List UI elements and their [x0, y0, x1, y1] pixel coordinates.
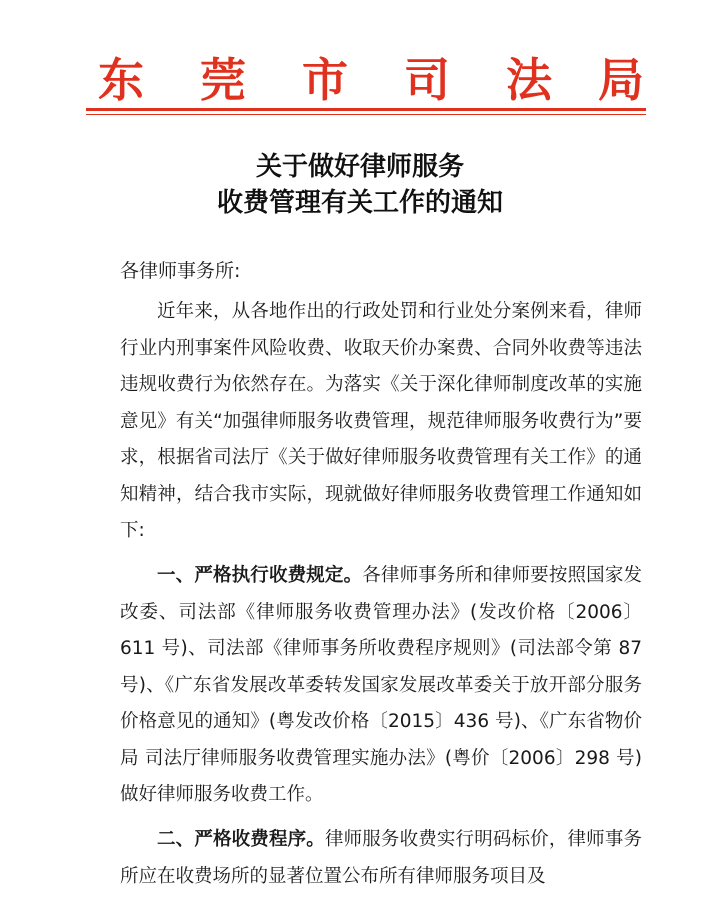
letterhead-char: 司: [404, 53, 450, 107]
letterhead-char: 局: [598, 53, 644, 107]
section-2-body: 律师服务收费实行明码标价，律师事务所应在收费场所的显著位置公布所有律师服务项目及: [120, 829, 642, 887]
document-title-line1: 关于做好律师服务: [255, 152, 464, 182]
paragraph-section-2: [120, 822, 642, 895]
letterhead-char: 莞: [200, 53, 246, 107]
letterhead-char: 东: [98, 53, 144, 107]
letterhead-rule-thick: [86, 108, 646, 111]
paragraph-section-1: [120, 558, 642, 814]
document-title-line2: 收费管理有关工作的通知: [216, 188, 503, 218]
section-1-heading: 一、严格执行收费规定。: [157, 565, 363, 586]
section-1-body: 各律师事务所和律师要按照国家发改委、司法部《律师服务收费管理办法》(发改价格〔2006〕611 号)、司法部《律师事务所收费程序规则》(司法部令第 87 号)、《广东省发展改革委转发国家发展改革委关于放开部分服务价格意见的通知》(粤发改价格〔2015〕436 号)、《广东省物价局 司法厅律师服务收费管理实施办法》(粤价〔2006〕298 号) 做好律师服务收费工作。: [120, 565, 642, 805]
letterhead-char: 法: [506, 53, 552, 107]
section-2-heading: 二、严格收费程序。: [157, 829, 325, 850]
letterhead: [90, 53, 650, 107]
letterhead-rule-thin: [86, 114, 646, 115]
paragraph-intro: 近年来，从各地作出的行政处罚和行业处分案例来看，律师行业内刑事案件风险收费、收取天价办案费、合同外收费等违法违规收费行为依然存在。为落实《关于深化律师制度改革的实施意见》有关“加强律师服务收费管理，规范律师服务收费行为”要求，根据省司法厅《关于做好律师服务收费管理有关工作》的通知精神，结合我市实际，现就做好律师服务收费管理工作通知如下:: [120, 301, 642, 541]
letterhead-char: 市: [302, 53, 348, 107]
salutation: 各律师事务所:: [120, 260, 241, 282]
